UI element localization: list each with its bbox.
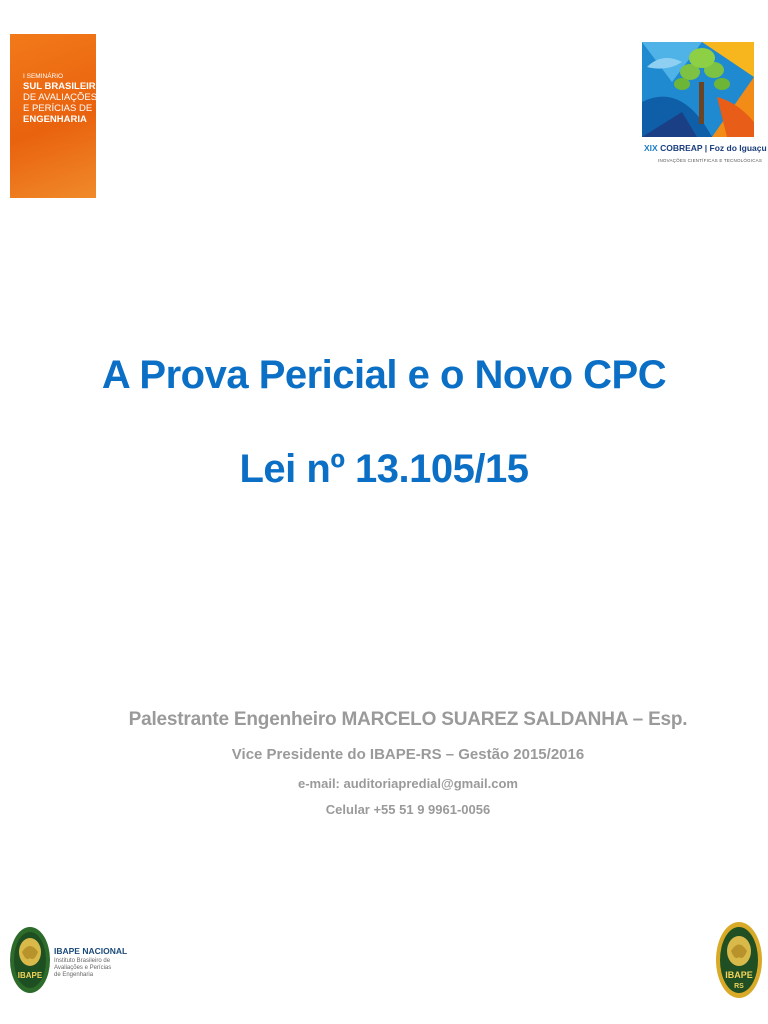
seminar-logo-line5: ENGENHARIA xyxy=(23,114,87,125)
seminar-logo-line1: I SEMINÁRIO xyxy=(23,73,64,80)
presentation-subtitle: Lei nº 13.105/15 xyxy=(239,447,529,491)
cobreap-event xyxy=(644,143,767,153)
ibape-rs-seal-text: IBAPE xyxy=(725,970,753,980)
ibape-nacional-logo xyxy=(8,920,128,1000)
cobreap-logo xyxy=(642,42,767,177)
ibape-nacional-name: IBAPE NACIONAL xyxy=(54,946,128,956)
cobreap-event-name: COBREAP | Foz do Iguaçu xyxy=(660,143,767,153)
ibape-rs-seal-sub: RS xyxy=(734,983,744,990)
ibape-rs-seal-icon xyxy=(714,918,764,1002)
seminar-logo-line3: DE AVALIAÇÕES xyxy=(23,92,98,103)
ibape-seal-text: IBAPE xyxy=(17,971,43,980)
seminar-logo xyxy=(10,34,104,198)
speaker-phone: Celular +55 51 9 9961-0056 xyxy=(325,802,491,817)
ibape-nacional-description: Instituto Brasileiro de Avaliações e Perícias de Engenharia xyxy=(54,958,112,978)
seminar-logo-line4: E PERÍCIAS DE xyxy=(23,103,93,114)
araucaria-tree-icon xyxy=(642,42,754,137)
speaker-email: e-mail: auditoriapredial@gmail.com xyxy=(297,776,518,791)
speaker-role: Vice Presidente do IBAPE-RS – Gestão 2015/2016 xyxy=(231,746,585,763)
ibape-seal-icon xyxy=(8,922,52,998)
seminar-logo-line2: SUL BRASILEIRO xyxy=(23,81,104,92)
presentation-title: A Prova Pericial e o Novo CPC xyxy=(101,353,667,397)
cobreap-roman: XIX xyxy=(644,143,658,153)
speaker-name: Palestrante Engenheiro MARCELO SUAREZ SALDANHA – Esp. xyxy=(128,709,688,730)
cobreap-tagline: INOVAÇÕES CIENTÍFICAS E TECNOLÓGICAS xyxy=(658,158,763,163)
